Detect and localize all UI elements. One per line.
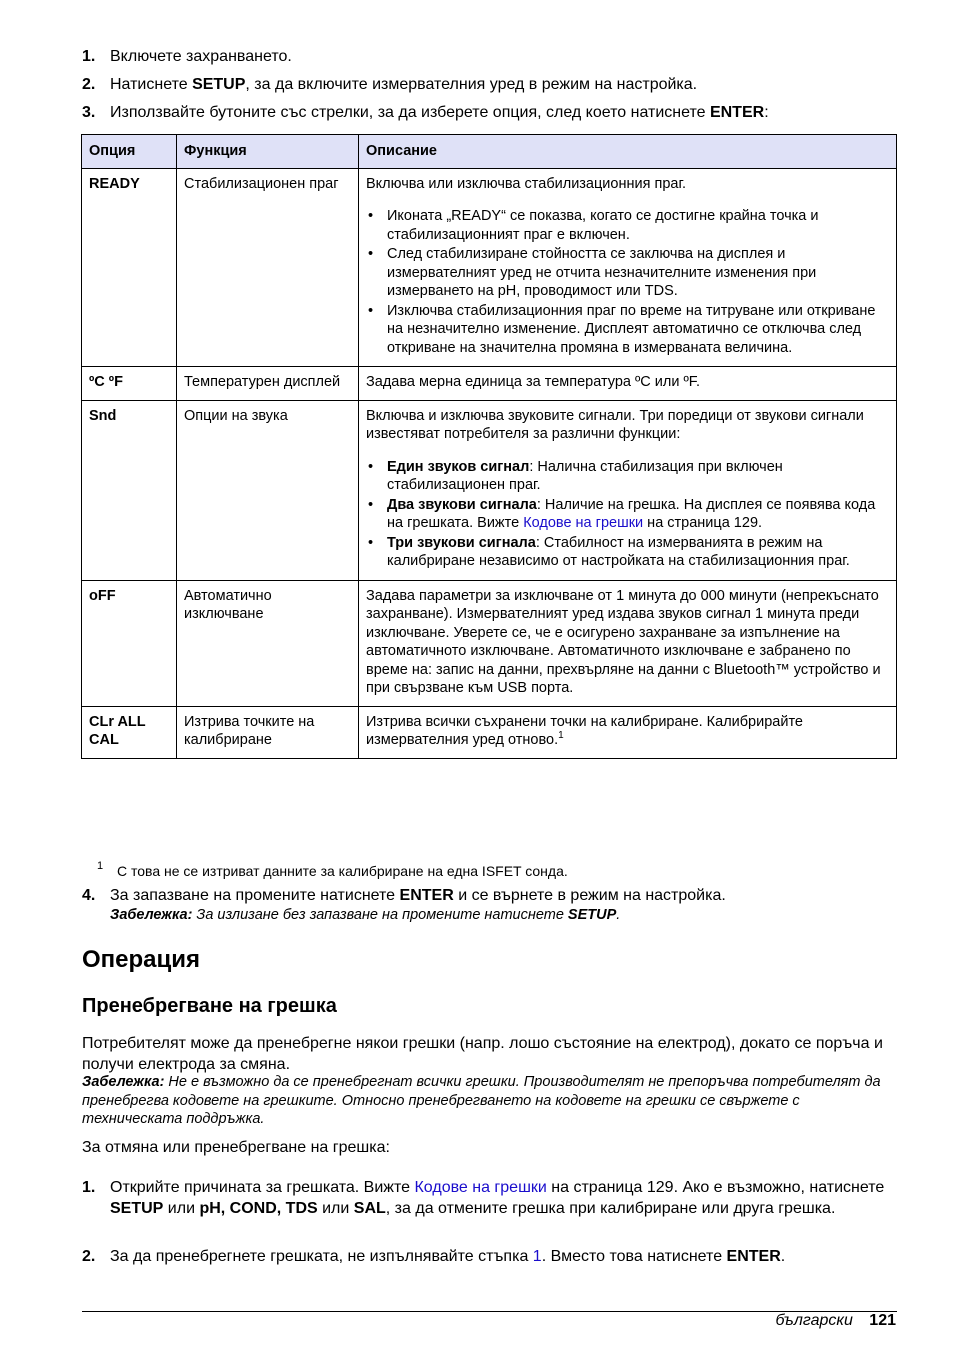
text-run: Натиснете — [110, 76, 193, 93]
text-run: За запазване на промените натиснете — [110, 887, 400, 904]
options-table — [81, 134, 897, 759]
table-row — [82, 367, 897, 401]
text-run: Два звукови сигнала — [387, 496, 537, 513]
page-number: 121 — [869, 1312, 896, 1329]
text-run: : Стабилност на измерванията в режим на калибриране независимо от настройката на стабилизационния праг. — [387, 534, 850, 569]
table-row — [82, 400, 897, 580]
bullet-icon: • — [368, 496, 374, 513]
text-run: Задава параметри за изключване от 1 минута до 000 минути (непрекъснато захранване). Измервателният уред издава звуков сигнал 1 минута преди изключване. Уверете се, че е осигурено захранване за изпълнение на автоматичното изключване. Автоматичното изключване е забранено по време на: запис на данни, прехвърляне на данни с Bluetooth™ устройство и при свързване към USB порта. — [366, 587, 881, 696]
bullet-icon: • — [368, 302, 374, 319]
step-number: 2. — [82, 76, 96, 93]
text-run: Включете захранването. — [110, 48, 292, 65]
lead-in: За отмяна или пренебрегване на грешка: — [82, 1139, 390, 1156]
description-text — [366, 587, 889, 698]
text-run: Забележка: — [82, 1074, 165, 1090]
description-cell — [359, 400, 897, 580]
list-item — [366, 496, 889, 533]
step-number: 1. — [82, 1179, 96, 1196]
text-run: Изключва стабилизационния праг по време на титруване или откриване на незначително изменение. Дисплеят автоматично се отключва след откриване на значителна промяна в измерваната величина. — [387, 302, 876, 356]
text-run: на страница 129. — [643, 515, 763, 531]
footnote-ref: 1 — [558, 730, 564, 742]
subsection-heading: Пренебрегване на грешка — [82, 995, 337, 1017]
step-text — [110, 1177, 897, 1219]
text-run: : — [764, 104, 769, 121]
text-run: Открийте причината за грешката. Вижте — [110, 1179, 415, 1196]
text-run: : Налична стабилизация при включен стабилизационен праг. — [387, 458, 783, 493]
text-run: SETUP — [110, 1200, 164, 1217]
text-run: Забележка: — [110, 907, 193, 923]
bullet-list — [366, 207, 889, 357]
text-run: на страница 129. Ако е възможно, натиснете — [546, 1179, 885, 1196]
step4-note — [110, 906, 897, 925]
step-number: 3. — [82, 104, 96, 121]
text-run: Задава мерна единица за температура ºC или ºF. — [366, 374, 701, 390]
cross-reference-link[interactable]: Кодове на грешки — [414, 1179, 547, 1196]
function-cell: Опции на звука — [177, 400, 359, 580]
text-run: Включва и изключва звуковите сигнали. Три поредици от звукови сигнали известяват потребителя за различни функции: — [366, 407, 864, 442]
option-cell: ºC ºF — [82, 367, 177, 401]
text-run: SETUP — [192, 76, 246, 93]
header-description: Описание — [359, 135, 897, 169]
text-run: . — [780, 1248, 786, 1265]
text-run: След стабилизиране стойността се заключва на дисплея и измервателният уред не отчита незначителните изменения при измерването на pH, проводимост или TDS. — [387, 246, 817, 299]
note-text — [82, 1074, 881, 1127]
text-run: , за да включите измервателния уред в режим на настройка. — [245, 76, 698, 93]
text-run: Три звукови сигнала — [387, 534, 536, 551]
list-item — [366, 245, 889, 301]
text-run: , за да отмените грешка при калибриране или друга грешка. — [385, 1200, 836, 1217]
text-run: Изтрива всички съхранени точки на калибриране. Калибрирайте измервателния уред отново. — [366, 713, 803, 748]
footnote-mark: 1 — [97, 860, 104, 872]
option-cell: CLr ALL CAL — [82, 706, 177, 758]
text-run: ENTER — [399, 887, 454, 904]
text-run: За излизане без запазване на промените натиснете — [192, 907, 568, 923]
bullet-icon: • — [368, 208, 374, 224]
header-option: Опция — [82, 135, 177, 169]
table-row — [82, 168, 897, 367]
page-footer — [775, 1312, 896, 1330]
text-run: Не е възможно да се пренебрегнат всички грешки. Производителят не препоръчва потребителят да пренебрегва кодовете на грешките. Относно пренебрегването на кодовете на грешки се свържете с техническата поддръжка. — [82, 1074, 881, 1127]
footer-language: български — [775, 1312, 853, 1329]
step-text — [110, 75, 897, 95]
list-item — [366, 458, 889, 495]
bullet-icon: • — [368, 246, 374, 262]
list-item — [366, 207, 889, 244]
description-cell — [359, 580, 897, 706]
step-text — [110, 47, 897, 67]
table-row — [82, 580, 897, 706]
intro-note — [82, 1073, 897, 1129]
header-function: Функция — [177, 135, 359, 169]
text-run: Един звуков сигнал — [387, 458, 530, 475]
option-cell: Snd — [82, 400, 177, 580]
step-number: 2. — [82, 1248, 96, 1265]
text-run: или — [163, 1200, 200, 1217]
description-cell — [359, 706, 897, 758]
step-number: 1. — [82, 48, 96, 65]
cross-reference-link[interactable]: Кодове на грешки — [523, 515, 644, 531]
text-run: : Наличие на грешка. На дисплея се появява кода на грешката. Вижте — [387, 496, 876, 531]
function-cell: Изтрива точките на калибриране — [177, 706, 359, 758]
text-run: или — [317, 1200, 354, 1217]
bullet-icon: • — [368, 534, 374, 551]
list-item — [366, 302, 889, 358]
table-row — [82, 706, 897, 758]
text-run: Иконата „READY“ се показва, когато се достигне крайна точка и стабилизационният праг е включен. — [387, 208, 819, 243]
text-run: За да пренебрегнете грешката, не изпълнявайте стъпка — [110, 1248, 533, 1265]
section-heading: Операция — [82, 946, 201, 973]
description-text — [366, 373, 889, 392]
intro-paragraph: Потребителят може да пренебрегне някои грешки (напр. лошо състояние на електрод), докато се поръча и получи електрода за смяна. — [82, 1035, 883, 1073]
step-number: 4. — [82, 887, 96, 904]
cross-reference-link[interactable]: 1 — [532, 1248, 542, 1265]
option-cell: oFF — [82, 580, 177, 706]
footnote-text: С това не се изтриват данните за калибриране на една ISFET сонда. — [117, 863, 568, 879]
description-text — [366, 175, 889, 194]
text-run: и се върнете в режим на настройка. — [453, 887, 726, 904]
function-cell: Автоматично изключване — [177, 580, 359, 706]
table-header-row — [82, 135, 897, 169]
text-run: SAL — [353, 1200, 386, 1217]
text-run: pH, COND, TDS — [199, 1200, 318, 1217]
description-cell — [359, 168, 897, 367]
bullet-list — [366, 458, 889, 571]
bullet-icon: • — [368, 458, 374, 475]
option-cell: READY — [82, 168, 177, 367]
text-run: . — [616, 907, 621, 923]
table-body — [82, 168, 897, 758]
text-run: . Вместо това натиснете — [541, 1248, 727, 1265]
text-run: SETUP — [567, 907, 617, 923]
step-text — [110, 1246, 897, 1267]
description-text — [366, 407, 889, 444]
function-cell: Температурен дисплей — [177, 367, 359, 401]
description-cell — [359, 367, 897, 401]
text-run: Използвайте бутоните със стрелки, за да изберете опция, след което натиснете — [110, 104, 710, 121]
text-run: ENTER — [726, 1248, 781, 1265]
text-run: Включва или изключва стабилизационния праг. — [366, 175, 686, 192]
note-text — [110, 907, 620, 923]
function-cell: Стабилизационен праг — [177, 168, 359, 367]
description-text — [366, 713, 889, 750]
text-run: ENTER — [709, 104, 765, 121]
list-item — [366, 534, 889, 571]
step-text — [110, 103, 897, 123]
step-text — [110, 886, 897, 906]
